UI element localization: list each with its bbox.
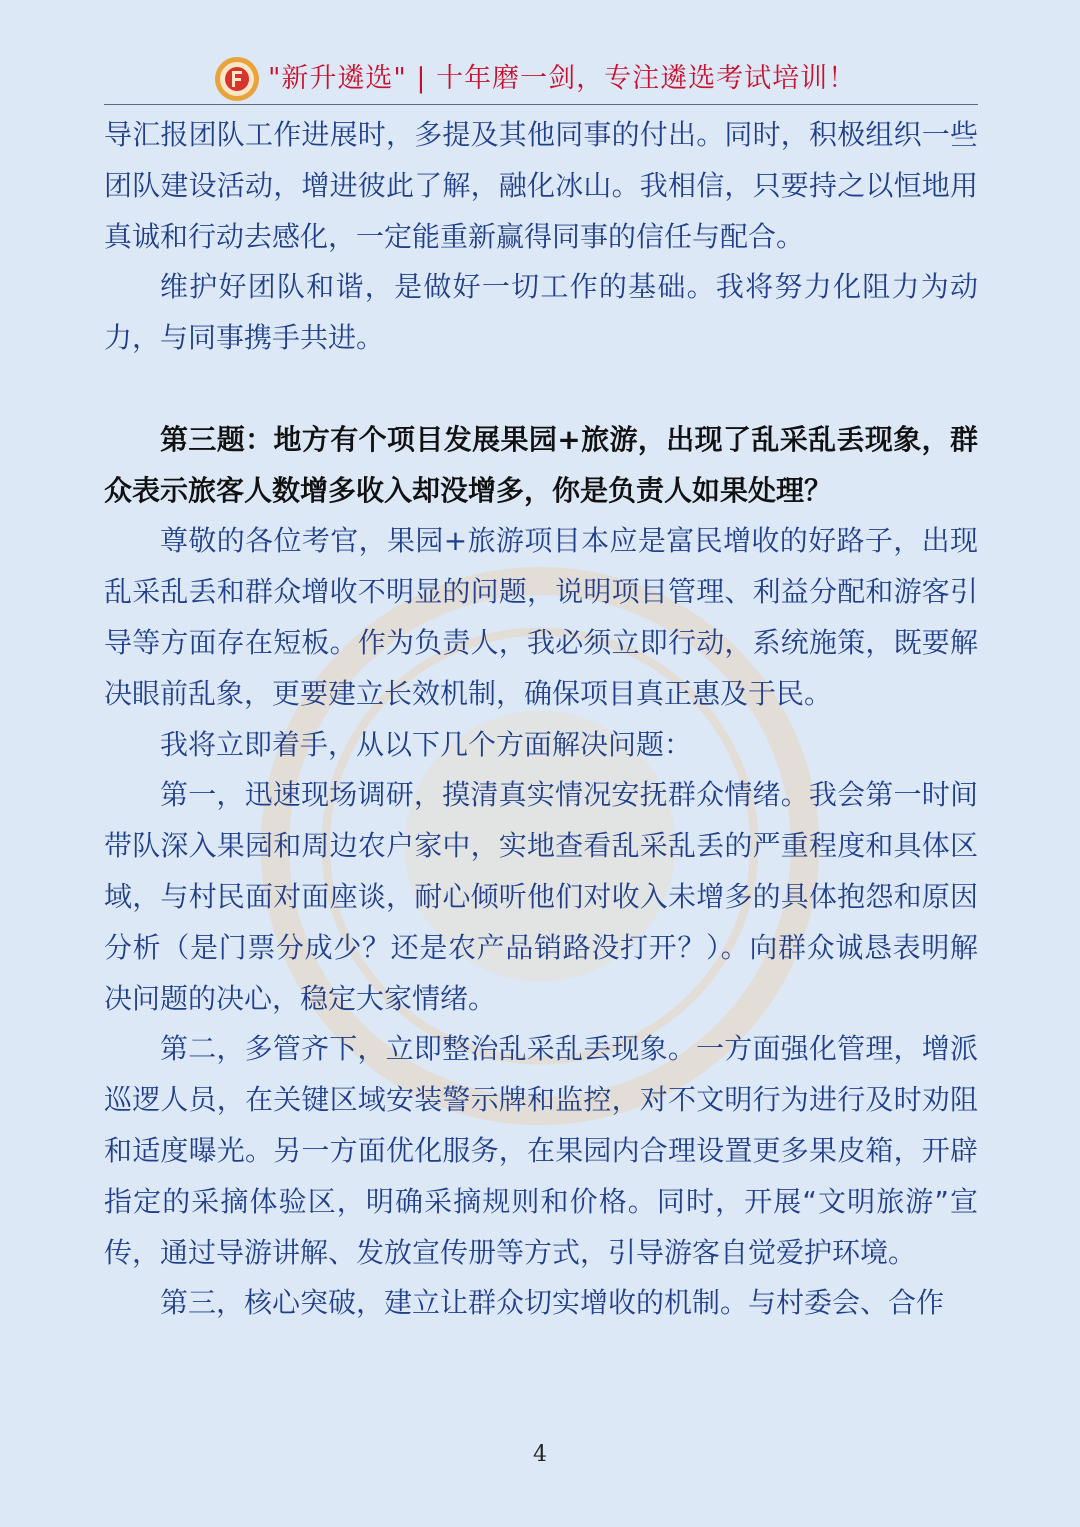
paragraph: 导汇报团队工作进展时，多提及其他同事的付出。同时，积极组织一些团队建设活动，增进彼此了解，融化冰山。我相信，只要持之以恒地用真诚和行动去感化，一定能重新赢得同事的信任与配合。 (104, 118, 978, 253)
answer-paragraph: 第三，核心突破，建立让群众切实增收的机制。与村委会、合作 (160, 1286, 945, 1320)
answer-paragraph: 我将立即着手，从以下几个方面解决问题： (160, 727, 693, 761)
question-heading: 第三题：地方有个项目发展果园+旅游，出现了乱采乱丢现象，群众表示旅客人数增多收入却没增多，你是负责人如果处理？ (104, 422, 978, 507)
logo-icon (214, 56, 260, 102)
document-body (104, 110, 978, 1329)
page-number: 4 (533, 1442, 547, 1467)
page-header (104, 56, 978, 105)
answer-paragraph: 第二，多管齐下，立即整治乱采乱丢现象。一方面强化管理，增派巡逻人员，在关键区域安装警示牌和监控，对不文明行为进行及时劝阻和适度曝光。另一方面优化服务，在果园内合理设置更多果皮箱，开辟指定的采摘体验区，明确采摘规则和价格。同时，开展“文明旅游”宣传，通过导游讲解、发放宣传册等方式，引导游客自觉爱护环境。 (104, 1032, 978, 1269)
answer-paragraph: 尊敬的各位考官，果园+旅游项目本应是富民增收的好路子，出现乱采乱丢和群众增收不明显的问题，说明项目管理、利益分配和游客引导等方面存在短板。作为负责人，我必须立即行动，系统施策，既要解决眼前乱象，更要建立长效机制，确保项目真正惠及于民。 (104, 524, 978, 710)
header-slogan: "新升遴选" | 十年磨一剑，专注遴选考试培训！ (268, 63, 857, 94)
paragraph: 维护好团队和谐，是做好一切工作的基础。我将努力化阻力为动力，与同事携手共进。 (104, 270, 978, 355)
answer-paragraph: 第一，迅速现场调研，摸清真实情况安抚群众情绪。我会第一时间带队深入果园和周边农户家中，实地查看乱采乱丢的严重程度和具体区域，与村民面对面座谈，耐心倾听他们对收入未增多的具体抱怨和原因分析（是门票分成少？还是农产品销路没打开？）。向群众诚恳表明解决问题的决心，稳定大家情绪。 (104, 778, 978, 1015)
